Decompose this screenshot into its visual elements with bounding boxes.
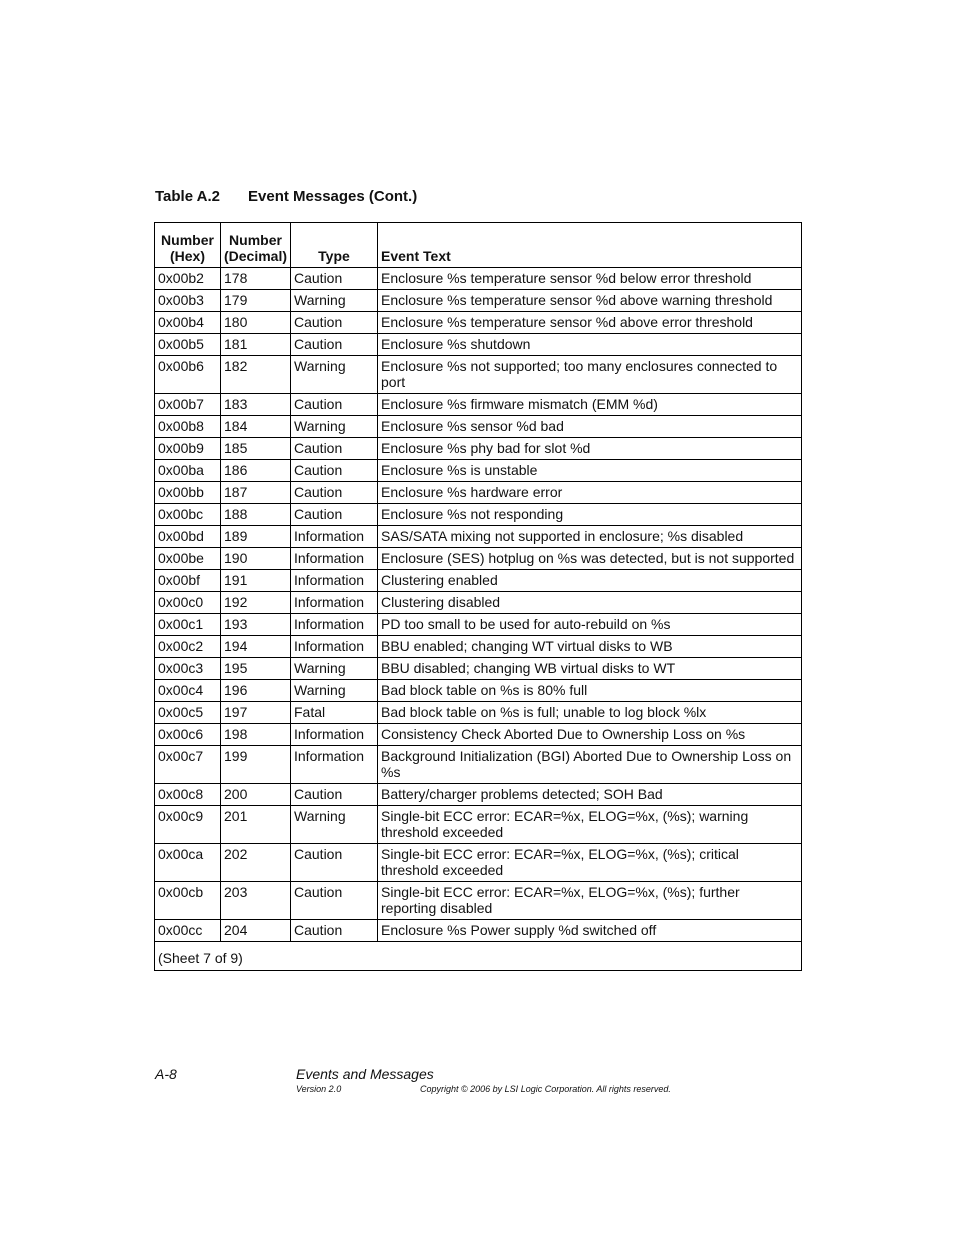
table-row xyxy=(155,882,802,920)
cell-number-decimal: 180 xyxy=(221,312,291,334)
table-row xyxy=(155,416,802,438)
cell-event-text: Battery/charger problems detected; SOH Bad xyxy=(378,784,802,806)
cell-number-decimal: 182 xyxy=(221,356,291,394)
cell-type: Caution xyxy=(291,920,378,942)
table-row xyxy=(155,592,802,614)
cell-event-text: Enclosure %s phy bad for slot %d xyxy=(378,438,802,460)
cell-type: Caution xyxy=(291,394,378,416)
cell-event-text: SAS/SATA mixing not supported in enclosure; %s disabled xyxy=(378,526,802,548)
sheet-note: (Sheet 7 of 9) xyxy=(155,942,802,971)
cell-type: Information xyxy=(291,746,378,784)
cell-type: Fatal xyxy=(291,702,378,724)
cell-event-text: BBU disabled; changing WB virtual disks to WT xyxy=(378,658,802,680)
cell-event-text: Enclosure %s shutdown xyxy=(378,334,802,356)
table-row xyxy=(155,658,802,680)
cell-event-text: Enclosure %s temperature sensor %d above error threshold xyxy=(378,312,802,334)
cell-number-hex: 0x00ca xyxy=(155,844,221,882)
cell-event-text: Consistency Check Aborted Due to Ownership Loss on %s xyxy=(378,724,802,746)
cell-number-decimal: 185 xyxy=(221,438,291,460)
cell-number-hex: 0x00b9 xyxy=(155,438,221,460)
cell-number-decimal: 178 xyxy=(221,268,291,290)
cell-type: Caution xyxy=(291,784,378,806)
cell-number-hex: 0x00bf xyxy=(155,570,221,592)
cell-number-hex: 0x00c3 xyxy=(155,658,221,680)
table-row xyxy=(155,724,802,746)
cell-number-hex: 0x00c1 xyxy=(155,614,221,636)
cell-event-text: Enclosure %s temperature sensor %d below error threshold xyxy=(378,268,802,290)
cell-number-hex: 0x00c5 xyxy=(155,702,221,724)
cell-number-hex: 0x00b7 xyxy=(155,394,221,416)
table-row xyxy=(155,570,802,592)
header-number-decimal: Number (Decimal) xyxy=(221,223,291,268)
cell-type: Caution xyxy=(291,482,378,504)
cell-number-hex: 0x00c9 xyxy=(155,806,221,844)
cell-number-decimal: 198 xyxy=(221,724,291,746)
cell-event-text: Background Initialization (BGI) Aborted Due to Ownership Loss on %s xyxy=(378,746,802,784)
cell-number-hex: 0x00bd xyxy=(155,526,221,548)
cell-number-hex: 0x00cb xyxy=(155,882,221,920)
cell-event-text: Clustering enabled xyxy=(378,570,802,592)
cell-number-hex: 0x00b2 xyxy=(155,268,221,290)
cell-type: Information xyxy=(291,570,378,592)
cell-number-hex: 0x00bc xyxy=(155,504,221,526)
cell-number-decimal: 183 xyxy=(221,394,291,416)
cell-number-hex: 0x00b4 xyxy=(155,312,221,334)
footer-version: Version 2.0 xyxy=(296,1084,342,1094)
cell-event-text: Clustering disabled xyxy=(378,592,802,614)
cell-number-decimal: 195 xyxy=(221,658,291,680)
table-caption xyxy=(155,188,417,205)
cell-event-text: Enclosure %s is unstable xyxy=(378,460,802,482)
cell-type: Information xyxy=(291,636,378,658)
page-number: A-8 xyxy=(155,1066,177,1082)
event-messages-table xyxy=(154,222,802,971)
cell-number-hex: 0x00c7 xyxy=(155,746,221,784)
table-row xyxy=(155,504,802,526)
cell-event-text: Single-bit ECC error: ECAR=%x, ELOG=%x, (%s); warning threshold exceeded xyxy=(378,806,802,844)
cell-event-text: Enclosure %s Power supply %d switched off xyxy=(378,920,802,942)
footer-copyright: Copyright © 2006 by LSI Logic Corporation. All rights reserved. xyxy=(420,1084,671,1094)
cell-type: Information xyxy=(291,614,378,636)
table-row xyxy=(155,636,802,658)
cell-number-decimal: 194 xyxy=(221,636,291,658)
table-row xyxy=(155,746,802,784)
table-row xyxy=(155,482,802,504)
cell-type: Warning xyxy=(291,658,378,680)
cell-number-hex: 0x00c2 xyxy=(155,636,221,658)
table-row xyxy=(155,356,802,394)
table-row xyxy=(155,438,802,460)
cell-number-hex: 0x00cc xyxy=(155,920,221,942)
cell-event-text: PD too small to be used for auto-rebuild on %s xyxy=(378,614,802,636)
cell-event-text: Single-bit ECC error: ECAR=%x, ELOG=%x, (%s); further reporting disabled xyxy=(378,882,802,920)
header-type: Type xyxy=(291,223,378,268)
footer-title: Events and Messages xyxy=(296,1066,434,1082)
table-number: Table A.2 xyxy=(155,188,221,205)
cell-type: Caution xyxy=(291,268,378,290)
header-event-text: Event Text xyxy=(378,223,802,268)
cell-type: Information xyxy=(291,548,378,570)
cell-number-hex: 0x00b8 xyxy=(155,416,221,438)
table-row xyxy=(155,614,802,636)
cell-event-text: BBU enabled; changing WT virtual disks to WB xyxy=(378,636,802,658)
cell-number-decimal: 179 xyxy=(221,290,291,312)
cell-number-hex: 0x00b3 xyxy=(155,290,221,312)
table-row xyxy=(155,784,802,806)
cell-number-hex: 0x00c6 xyxy=(155,724,221,746)
cell-type: Information xyxy=(291,526,378,548)
cell-type: Information xyxy=(291,724,378,746)
table-row xyxy=(155,334,802,356)
cell-event-text: Enclosure %s not responding xyxy=(378,504,802,526)
cell-number-decimal: 191 xyxy=(221,570,291,592)
table-row xyxy=(155,312,802,334)
cell-event-text: Bad block table on %s is 80% full xyxy=(378,680,802,702)
cell-type: Caution xyxy=(291,504,378,526)
cell-number-decimal: 199 xyxy=(221,746,291,784)
cell-number-decimal: 193 xyxy=(221,614,291,636)
table-row xyxy=(155,920,802,942)
table-row xyxy=(155,290,802,312)
table-row xyxy=(155,460,802,482)
cell-number-hex: 0x00bb xyxy=(155,482,221,504)
cell-number-decimal: 203 xyxy=(221,882,291,920)
cell-type: Caution xyxy=(291,882,378,920)
cell-event-text: Single-bit ECC error: ECAR=%x, ELOG=%x, (%s); critical threshold exceeded xyxy=(378,844,802,882)
cell-type: Caution xyxy=(291,334,378,356)
cell-number-hex: 0x00c4 xyxy=(155,680,221,702)
table-row xyxy=(155,394,802,416)
cell-number-decimal: 196 xyxy=(221,680,291,702)
cell-number-hex: 0x00c0 xyxy=(155,592,221,614)
cell-number-decimal: 186 xyxy=(221,460,291,482)
cell-number-decimal: 192 xyxy=(221,592,291,614)
table-row xyxy=(155,806,802,844)
cell-number-hex: 0x00b5 xyxy=(155,334,221,356)
table-row xyxy=(155,680,802,702)
table-title: Event Messages (Cont.) xyxy=(248,188,418,205)
cell-number-decimal: 204 xyxy=(221,920,291,942)
cell-type: Warning xyxy=(291,356,378,394)
table-row xyxy=(155,844,802,882)
sheet-note-row xyxy=(155,942,802,971)
cell-type: Caution xyxy=(291,312,378,334)
cell-type: Warning xyxy=(291,806,378,844)
table-row xyxy=(155,702,802,724)
cell-number-decimal: 200 xyxy=(221,784,291,806)
cell-event-text: Enclosure %s not supported; too many enclosures connected to port xyxy=(378,356,802,394)
cell-event-text: Enclosure %s sensor %d bad xyxy=(378,416,802,438)
table-row xyxy=(155,526,802,548)
cell-number-hex: 0x00b6 xyxy=(155,356,221,394)
table-row xyxy=(155,548,802,570)
cell-event-text: Enclosure %s temperature sensor %d above warning threshold xyxy=(378,290,802,312)
cell-type: Caution xyxy=(291,844,378,882)
header-number-hex: Number (Hex) xyxy=(155,223,221,268)
cell-number-decimal: 189 xyxy=(221,526,291,548)
cell-number-hex: 0x00be xyxy=(155,548,221,570)
cell-type: Caution xyxy=(291,438,378,460)
cell-type: Warning xyxy=(291,290,378,312)
cell-number-decimal: 184 xyxy=(221,416,291,438)
cell-event-text: Enclosure %s firmware mismatch (EMM %d) xyxy=(378,394,802,416)
cell-number-hex: 0x00c8 xyxy=(155,784,221,806)
cell-number-decimal: 190 xyxy=(221,548,291,570)
cell-event-text: Bad block table on %s is full; unable to log block %lx xyxy=(378,702,802,724)
cell-number-decimal: 188 xyxy=(221,504,291,526)
header-row xyxy=(155,223,802,268)
cell-number-decimal: 201 xyxy=(221,806,291,844)
cell-event-text: Enclosure (SES) hotplug on %s was detected, but is not supported xyxy=(378,548,802,570)
cell-number-decimal: 187 xyxy=(221,482,291,504)
cell-event-text: Enclosure %s hardware error xyxy=(378,482,802,504)
cell-type: Warning xyxy=(291,680,378,702)
cell-number-decimal: 181 xyxy=(221,334,291,356)
cell-number-decimal: 197 xyxy=(221,702,291,724)
table-row xyxy=(155,268,802,290)
cell-type: Caution xyxy=(291,460,378,482)
cell-number-decimal: 202 xyxy=(221,844,291,882)
cell-type: Warning xyxy=(291,416,378,438)
cell-number-hex: 0x00ba xyxy=(155,460,221,482)
cell-type: Information xyxy=(291,592,378,614)
